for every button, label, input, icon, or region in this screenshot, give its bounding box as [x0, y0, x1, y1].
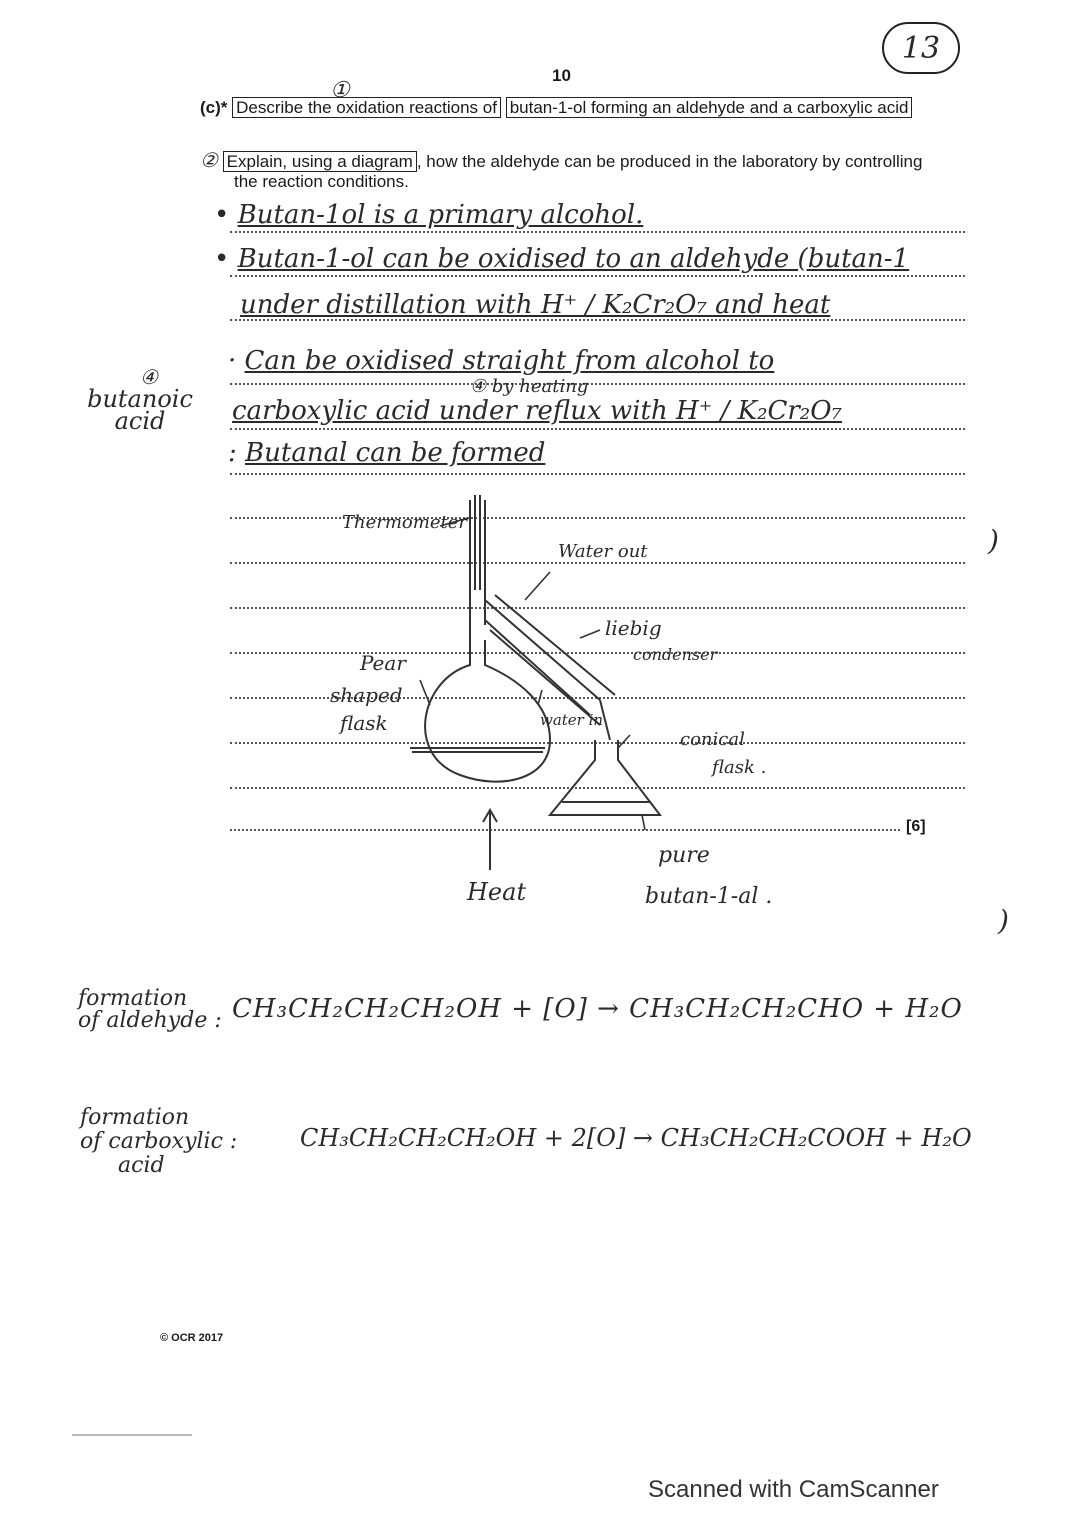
question-line-1	[200, 98, 912, 118]
answer-line-6: Butanal can be formed	[245, 438, 546, 468]
label-condenser: condenser	[633, 645, 718, 664]
acid-label-2: of carboxylic :	[80, 1129, 238, 1154]
acid-equation: CH₃CH₂CH₂CH₂OH + 2[O] → CH₃CH₂CH₂COOH + H₂O	[300, 1124, 972, 1152]
acid-label-1: formation	[80, 1105, 190, 1130]
answer-line-4: Can be oxidised straight from alcohol to	[244, 346, 775, 376]
label-thermometer: Thermometer	[342, 512, 467, 533]
question-line-2	[200, 148, 922, 172]
margin-marker: ④	[140, 365, 158, 389]
pear-shaped-flask	[410, 640, 550, 782]
label-liebig: liebig	[605, 616, 662, 640]
answer-bullet-3: · Can be oxidised straight from alcohol to	[228, 346, 775, 376]
aldehyde-label	[78, 988, 222, 1032]
annotation-heating: ④ by heating	[470, 376, 589, 397]
heat-arrow	[483, 810, 497, 870]
answer-line-5: carboxylic acid under reflux with H⁺ / K₂Cr₂O₇	[232, 396, 842, 426]
conical-flask	[550, 740, 660, 815]
side-mark: )	[988, 524, 999, 557]
marker-two: ②	[200, 148, 218, 172]
page-mark	[882, 22, 960, 74]
answer-bullet-2: • Butan-1-ol can be oxidised to an aldehyde (butan-1	[214, 244, 910, 274]
aldehyde-label-2: of aldehyde :	[78, 1008, 222, 1033]
label-water-in: water in	[540, 711, 604, 729]
label-flask: flask	[340, 711, 388, 735]
label-arrows	[420, 518, 645, 830]
aldehyde-equation: CH₃CH₂CH₂CH₂OH + [O] → CH₃CH₂CH₂CHO + H₂O	[232, 994, 963, 1024]
question-part-4: , how the aldehyde can be produced in the laboratory by controlling	[416, 152, 923, 171]
aldehyde-label-1: formation	[78, 986, 188, 1011]
answer-rule	[230, 231, 965, 233]
distillation-diagram	[300, 490, 860, 920]
label-heat: Heat	[467, 878, 527, 906]
marker-four: ④	[470, 376, 487, 397]
side-mark: )	[998, 904, 1009, 937]
copyright: © OCR 2017	[160, 1332, 224, 1344]
label-pure: pure	[658, 843, 710, 868]
answer-rule	[230, 473, 965, 475]
question-part-3: Explain, using a diagram	[223, 151, 417, 172]
page-bottom-edge	[72, 1434, 192, 1436]
scanner-watermark: Scanned with CamScanner	[648, 1476, 939, 1503]
question-line-3: the reaction conditions.	[234, 172, 409, 191]
label-shaped: shaped	[330, 683, 403, 707]
answer-rule	[230, 383, 965, 385]
answer-rule	[230, 275, 965, 277]
answer-bullet-1: • Butan-1ol is a primary alcohol.	[214, 200, 644, 230]
acid-label	[80, 1106, 237, 1178]
label-pear: Pear	[360, 651, 406, 675]
page-mark-text: 13	[901, 30, 941, 66]
marks-label: [6]	[906, 818, 926, 835]
page-number: 10	[552, 66, 571, 85]
question-part-1: Describe the oxidation reactions of	[232, 97, 501, 118]
answer-line-3: under distillation with H⁺ / K₂Cr₂O₇ and heat	[240, 290, 831, 320]
acid-label-3: acid	[118, 1153, 165, 1178]
still-head	[470, 495, 485, 640]
label-conical: conical	[680, 729, 745, 750]
answer-line-1: Butan-1ol is a primary alcohol.	[237, 200, 644, 230]
answer-rule	[230, 428, 965, 430]
label-flask-2: flask .	[712, 757, 767, 778]
answer-bullet-4: : Butanal can be formed	[228, 438, 546, 468]
answer-line-2: Butan-1-ol can be oxidised to an aldehyde (butan-1	[237, 244, 910, 274]
marker-one: ①	[330, 78, 350, 103]
label-water-out: Water out	[558, 541, 648, 562]
margin-note: butanoic acid	[87, 385, 193, 435]
label-product: butan-1-al .	[645, 884, 773, 909]
question-part-2: butan-1-ol forming an aldehyde and a carboxylic acid	[506, 97, 913, 118]
question-label: (c)*	[200, 98, 228, 117]
